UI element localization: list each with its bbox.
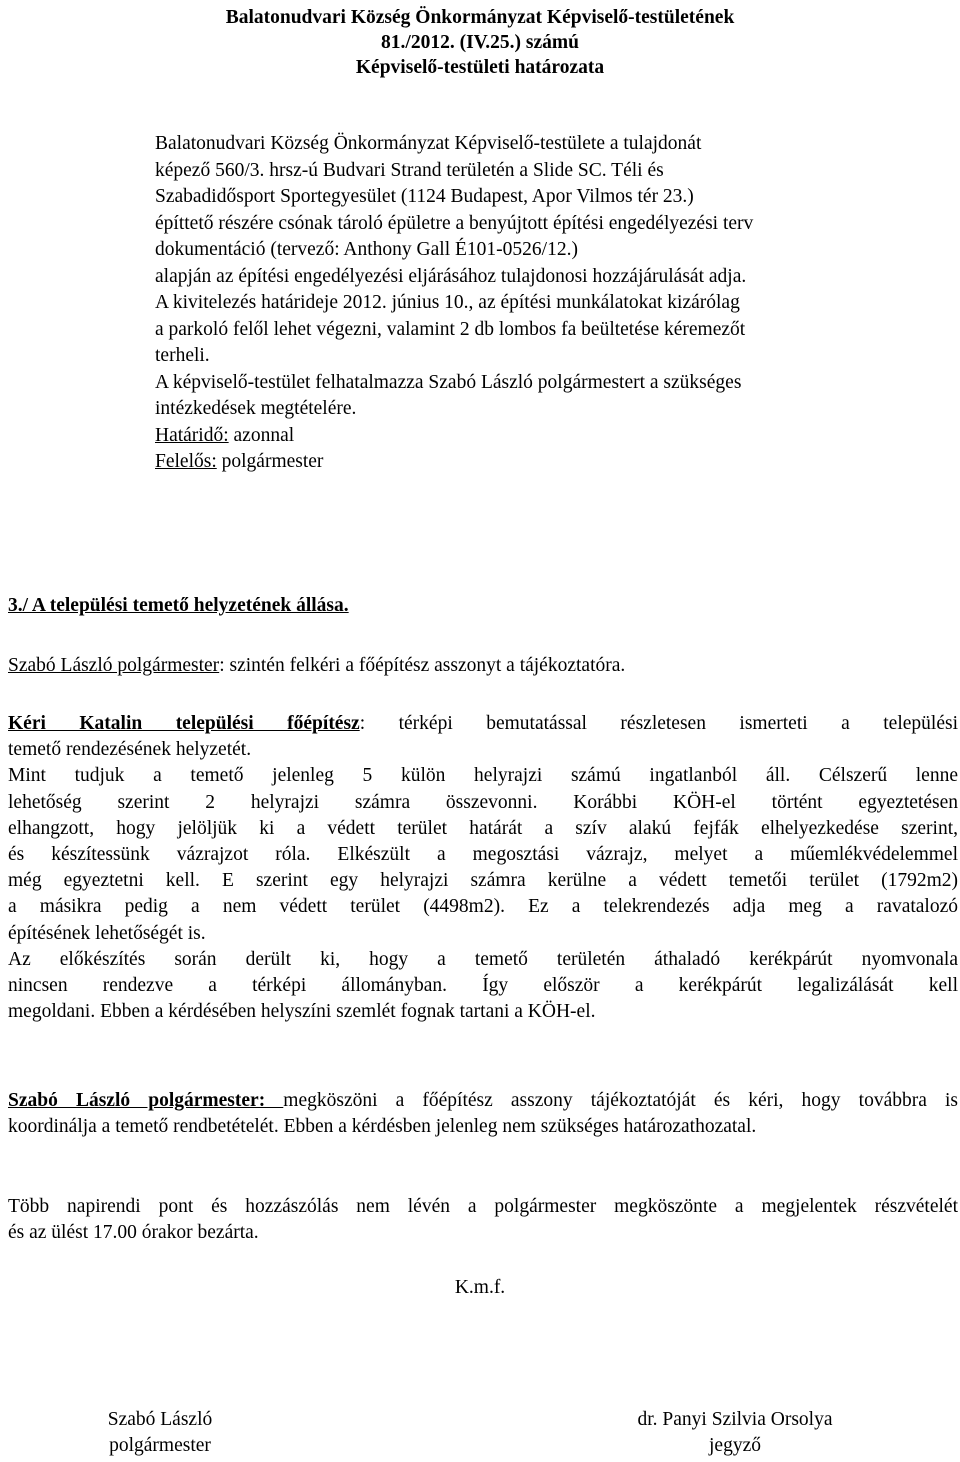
document-header [0,5,960,80]
mayor-closing-text: megköszöni a főépítész asszony tájékoztatóját és kéri, hogy továbbra is [283,1090,958,1111]
header-line-2: 81./2012. (IV.25.) számú [381,32,579,53]
mayor-intro-text: : szintén felkéri a főépítész asszonyt a tájékoztatóra. [219,655,626,676]
header-line-1: Balatonudvari Község Önkormányzat Képviselő-testületének [225,7,735,28]
signature-right-name: dr. Panyi Szilvia Orsolya [637,1409,833,1430]
signature-right [570,1407,900,1459]
mayor-intro-speaker: Szabó László polgármester [8,655,220,676]
resolution-line: terheli. [155,345,210,366]
signature-right-title: jegyző [709,1435,761,1456]
responsible-value: polgármester [216,451,324,472]
resolution-line: építtető részére csónak tároló épületre a benyújtott építési engedélyezési terv [155,212,754,234]
architect-line: megoldani. Ebben a kérdésében helyszíni szemlét fognak tartani a KÖH-el. [8,1001,596,1023]
mayor-closing-speaker: Szabó László polgármester: [8,1090,284,1111]
resolution-line: alapján az építési engedélyezési eljárásához tulajdonosi hozzájárulását adja. [155,265,747,287]
architect-speaker: Kéri Katalin települési főépítész [8,713,360,734]
architect-line: elhangzott, hogy jelöljük ki a védett terület határát a szív alakú fejfák elhelyezkedése szerint, [8,817,958,839]
resolution-line: a parkoló felől lehet végezni, valamint 2 db lombos fa beültetése kéremezőt [155,318,746,340]
architect-line: Mint tudjuk a temető jelenleg 5 külön helyrajzi számú ingatlanból áll. Célszerű lenne [8,765,958,787]
mayor-closing-line: koordinálja a temető rendbetételét. Ebben a kérdésben jelenleg nem szükséges határozathozatal. [8,1116,757,1138]
resolution-line: A képviselő-testület felhatalmazza Szabó László polgármestert a szükséges [155,371,742,393]
architect-line: még egyeztetni kell. E szerint egy helyrajzi számra kerülne a védett temetői terület (1792m2) [8,870,958,892]
architect-paragraph [8,711,958,1025]
section-3-heading: 3./ A települési temető helyzetének állása. [8,595,349,616]
signature-left-name: Szabó László [107,1409,213,1430]
architect-line: nincsen rendezve a térképi állományban. Így először a kerékpárút legalizálását kell [8,974,958,996]
architect-line: temető rendezésének helyzetét. [8,739,252,761]
closing-line: Több napirendi pont és hozzászólás nem lévén a polgármester megköszönte a megjelentek részvételét [8,1196,958,1217]
resolution-line: dokumentáció (tervező: Anthony Gall É101-0526/12.) [155,239,578,260]
architect-line: építésének lehetőségét is. [8,922,206,944]
closing-line: és az ülést 17.00 órakor bezárta. [8,1222,259,1244]
resolution-line: képező 560/3. hrsz-ú Budvari Strand területén a Slide SC. Téli és [155,159,664,181]
deadline-label: Határidő: [155,424,229,446]
closing-paragraph [8,1194,958,1246]
architect-text: : térképi bemutatással részletesen ismerteti a települési [359,713,958,734]
resolution-line: A kivitelezés határideje 2012. június 10., az építési munkálatokat kizárólag [155,292,740,313]
resolution-line: intézkedések megtételére. [155,398,357,419]
signature-left [60,1407,260,1459]
signature-left-title: polgármester [109,1435,211,1456]
resolution-line: Szabadidősport Sportegyesület (1124 Budapest, Apor Vilmos tér 23.) [155,186,694,207]
deadline-line [155,423,870,450]
architect-line: lehetőség szerint 2 helyrajzi számra összevonni. Korábbi KÖH-el történt egyeztetésen [8,791,958,813]
header-line-3: Képviselő-testületi határozata [355,57,605,78]
architect-line: és készítessünk vázrajzot róla. Elkészült a megosztási vázrajz, melyet a műemlékvédelemmel [8,843,958,865]
mayor-intro [8,653,625,679]
architect-line: a másikra pedig a nem védett terület (4498m2). Ez a telekrendezés adja meg a ravatalozó [8,896,958,918]
mayor-closing-paragraph [8,1088,958,1140]
deadline-value: azonnal [228,424,295,446]
kmf: K.m.f. [454,1277,506,1298]
responsible-line [155,449,870,476]
architect-line: Az előkészítés során derült ki, hogy a temető területén áthaladó kerékpárút nyomvonala [8,948,958,970]
responsible-label: Felelős: [155,451,217,472]
resolution-line: Balatonudvari Község Önkormányzat Képviselő-testülete a tulajdonát [155,133,702,154]
resolution-body [155,131,870,476]
mayor-closing-line-1 [8,1088,958,1114]
architect-line-1 [8,711,958,737]
